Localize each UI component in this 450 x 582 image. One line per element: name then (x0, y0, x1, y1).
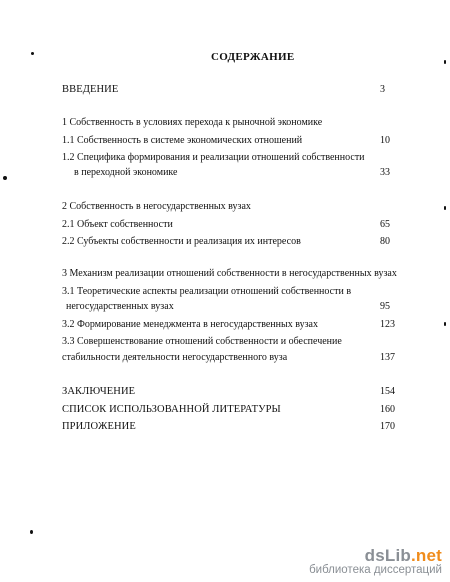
page-title: СОДЕРЖАНИЕ (211, 51, 295, 63)
toc-page-3-2: 123 (380, 319, 395, 330)
dslib-watermark (309, 546, 442, 576)
toc-page-introduction: 3 (380, 84, 385, 95)
toc-page-1-2: 33 (380, 167, 390, 178)
toc-page-1-1: 10 (380, 135, 390, 146)
toc-section-3-3-cont: стабильности деятельности негосударственного вуза (62, 352, 288, 363)
scan-speck (31, 52, 34, 55)
scan-speck (30, 530, 33, 534)
dslib-logo (309, 546, 442, 566)
dslib-logo-tld: .net (410, 546, 442, 565)
toc-chapter-3: 3 Механизм реализации отношений собственности в негосударственных вузах (62, 268, 397, 279)
toc-entry-appendix: ПРИЛОЖЕНИЕ (62, 421, 136, 432)
toc-section-3-1: 3.1 Теоретические аспекты реализации отношений собственности в (62, 286, 352, 297)
scan-speck (3, 176, 7, 180)
scan-speck (444, 60, 446, 64)
dslib-logo-main: dsLib (364, 546, 411, 565)
toc-section-1-1: 1.1 Собственность в системе экономических отношений (62, 135, 303, 146)
toc-chapter-1: 1 Собственность в условиях перехода к рыночной экономике (62, 117, 323, 128)
toc-page-conclusion: 154 (380, 386, 395, 397)
toc-entry-bibliography: СПИСОК ИСПОЛЬЗОВАННОЙ ЛИТЕРАТУРЫ (62, 404, 281, 415)
toc-section-1-2-cont: в переходной экономике (74, 167, 178, 178)
toc-section-2-1: 2.1 Объект собственности (62, 219, 173, 230)
toc-page-3-3: 137 (380, 352, 395, 363)
toc-page-bibliography: 160 (380, 404, 395, 415)
toc-page-2-1: 65 (380, 219, 390, 230)
toc-entry-introduction: ВВЕДЕНИЕ (62, 84, 119, 95)
dslib-subtitle: библиотека диссертаций (309, 564, 442, 576)
toc-chapter-2: 2 Собственность в негосударственных вузах (62, 201, 251, 212)
scan-speck (444, 322, 446, 326)
toc-section-3-2: 3.2 Формирование менеджмента в негосударственных вузах (62, 319, 318, 330)
toc-section-1-2: 1.2 Специфика формирования и реализации отношений собственности (62, 152, 365, 163)
toc-section-3-3: 3.3 Совершенствование отношений собственности и обеспечение (62, 336, 342, 347)
toc-page-2-2: 80 (380, 236, 390, 247)
toc-section-3-1-cont: негосударственных вузах (66, 301, 174, 312)
toc-section-2-2: 2.2 Субъекты собственности и реализация их интересов (62, 236, 301, 247)
toc-page-appendix: 170 (380, 421, 395, 432)
toc-entry-conclusion: ЗАКЛЮЧЕНИЕ (62, 386, 136, 397)
scan-speck (444, 206, 446, 210)
toc-page-3-1: 95 (380, 301, 390, 312)
